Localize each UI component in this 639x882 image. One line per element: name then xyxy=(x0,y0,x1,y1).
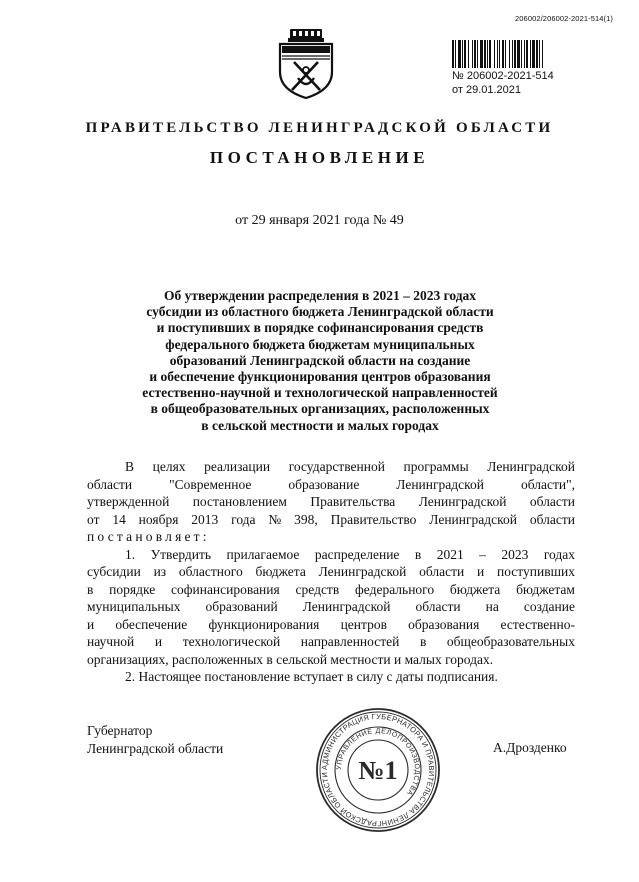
body-line xyxy=(87,511,575,529)
signer-position xyxy=(87,722,223,758)
subject-line: федерального бюджета бюджетам муниципальных xyxy=(165,336,475,352)
body-word: – xyxy=(479,546,486,562)
body-word: 1. xyxy=(125,546,136,562)
body-line xyxy=(87,476,575,494)
body-word: муниципальных xyxy=(87,599,181,614)
body-word: обеспечение xyxy=(115,616,188,632)
body-word: Ленинградской xyxy=(487,459,575,474)
body-word: годах xyxy=(543,546,575,562)
body-word: распределение xyxy=(314,546,400,562)
body-word: реализации xyxy=(204,459,271,474)
body-word: Ленинградской xyxy=(418,494,507,509)
body-word: образований xyxy=(205,599,278,614)
body-line xyxy=(87,616,575,634)
seal-inner-text: УПРАВЛЕНИЕ ДЕЛОПРОИЗВОДСТВА xyxy=(335,727,421,797)
body-word: поступивших xyxy=(497,564,575,579)
signer-name: А.Дрозденко xyxy=(493,740,567,755)
body-word: центров xyxy=(340,616,387,632)
body-word: области", xyxy=(520,476,575,492)
body-word: государственной xyxy=(288,459,385,474)
body-word: 398, xyxy=(294,511,318,527)
body-word: "Современное xyxy=(169,476,252,492)
seal-ring-text: АДМИНИСТРАЦИЯ ГУБЕРНАТОРА И ПРАВИТЕЛЬСТВА ЛЕНИНГРАДСКОЙ ОБЛАСТИ xyxy=(319,711,437,829)
subject-line: и поступивших в порядке софинансирования средств xyxy=(156,320,484,336)
body-word: утвержденной xyxy=(87,494,170,509)
body-word: Утвердить xyxy=(150,546,212,562)
body-text-segment: организациях, расположенных в сельской местности и малых городах. xyxy=(87,651,494,667)
body-word: 14 xyxy=(112,511,126,527)
seal-number: №1 xyxy=(358,756,398,785)
subject-line: субсидии из областного бюджета Ленинградской области xyxy=(146,304,494,320)
body-word: субсидии xyxy=(87,564,141,579)
document-subject xyxy=(100,288,540,434)
body-word: области xyxy=(529,511,575,527)
body-word: бюджета xyxy=(255,564,306,579)
subject-line: в сельской местности и малых городах xyxy=(201,417,439,433)
body-word: Ленинградской xyxy=(302,599,391,614)
signer-position-line: Губернатор xyxy=(87,723,153,738)
body-word: технологической xyxy=(182,634,281,649)
body-word: Ленинградской xyxy=(318,564,407,579)
body-line xyxy=(87,651,575,669)
body-word: области xyxy=(87,476,133,492)
body-word: области xyxy=(529,494,575,509)
body-word: из xyxy=(153,564,167,579)
body-line xyxy=(87,493,575,511)
body-word: и xyxy=(87,616,95,632)
subject-line: образований Ленинградской области на создание xyxy=(169,352,471,368)
body-word: целях xyxy=(152,459,186,474)
body-word: научной xyxy=(87,634,135,649)
body-line xyxy=(87,528,575,546)
body-word: Правительства xyxy=(310,494,396,509)
document-code: 206002/206002-2021-514(1) xyxy=(515,14,613,23)
official-seal-icon xyxy=(314,706,442,834)
body-line xyxy=(87,546,575,564)
signer-position-line: Ленинградской области xyxy=(87,741,224,756)
body-line xyxy=(87,668,575,686)
body-word: постановлением xyxy=(192,494,287,509)
body-line xyxy=(87,633,575,651)
body-word: 2021 xyxy=(436,546,464,562)
body-word: в xyxy=(419,634,427,649)
body-word: Правительство xyxy=(330,511,417,527)
body-word: программы xyxy=(403,459,469,474)
body-word: функционирования xyxy=(208,616,320,632)
body-word: средств xyxy=(295,581,340,597)
body-word: создание xyxy=(523,599,575,614)
body-word: Ленинградской xyxy=(429,511,517,527)
barcode-icon xyxy=(452,40,582,68)
decree-word: постановляет: xyxy=(87,529,210,544)
body-word: на xyxy=(485,599,499,614)
body-line xyxy=(87,563,575,581)
body-line xyxy=(87,458,575,476)
body-word: области xyxy=(415,599,461,614)
registration-date: от 29.01.2021 xyxy=(452,84,522,96)
body-word: областного xyxy=(178,564,243,579)
body-word: в xyxy=(414,546,422,562)
registration-number: № 206002-2021-514 xyxy=(452,70,554,82)
body-word: от xyxy=(87,511,100,527)
body-word: образование xyxy=(288,476,360,492)
body-word: ноября xyxy=(138,511,179,527)
government-title: ПРАВИТЕЛЬСТВО ЛЕНИНГРАДСКОЙ ОБЛАСТИ xyxy=(85,120,554,136)
body-word: федерального xyxy=(355,581,435,597)
body-word: направленностей xyxy=(300,634,400,649)
body-word: бюджета xyxy=(449,581,501,597)
document-type-title: ПОСТАНОВЛЕНИЕ xyxy=(209,148,430,167)
document-body xyxy=(87,458,575,686)
coat-of-arms-icon xyxy=(276,26,336,100)
body-word: 2023 xyxy=(501,546,529,562)
body-word: в xyxy=(87,581,94,597)
body-word: образования xyxy=(408,616,480,632)
body-line xyxy=(87,598,575,616)
subject-line: и обеспечение функционирования центров образования xyxy=(149,369,491,385)
body-word: и xyxy=(477,564,485,579)
body-word: года xyxy=(231,511,256,527)
subject-line: Об утверждении распределения в 2021 – 2023 годах xyxy=(163,288,477,303)
body-word: общеобразовательных xyxy=(446,634,575,649)
body-word: В xyxy=(125,459,135,474)
body-line xyxy=(87,581,575,599)
subject-line: в общеобразовательных организациях, расположенных xyxy=(150,401,490,417)
item-2-text: 2. Настоящее постановление вступает в силу с даты подписания. xyxy=(125,669,498,684)
body-word: естественно- xyxy=(500,616,575,632)
body-word: 2013 xyxy=(191,511,219,527)
body-word: бюджетам xyxy=(516,581,575,597)
body-word: порядке xyxy=(109,581,156,597)
body-word: прилагаемое xyxy=(226,546,300,562)
body-word: и xyxy=(154,634,163,649)
body-word: Ленинградской xyxy=(396,476,484,492)
body-word: софинансирования xyxy=(171,581,280,597)
subject-line: естественно-научной и технологической направленностей xyxy=(142,385,498,401)
body-word: № xyxy=(268,511,282,527)
document-date-number: от 29 января 2021 года № 49 xyxy=(235,213,404,228)
body-word: области xyxy=(419,564,465,579)
